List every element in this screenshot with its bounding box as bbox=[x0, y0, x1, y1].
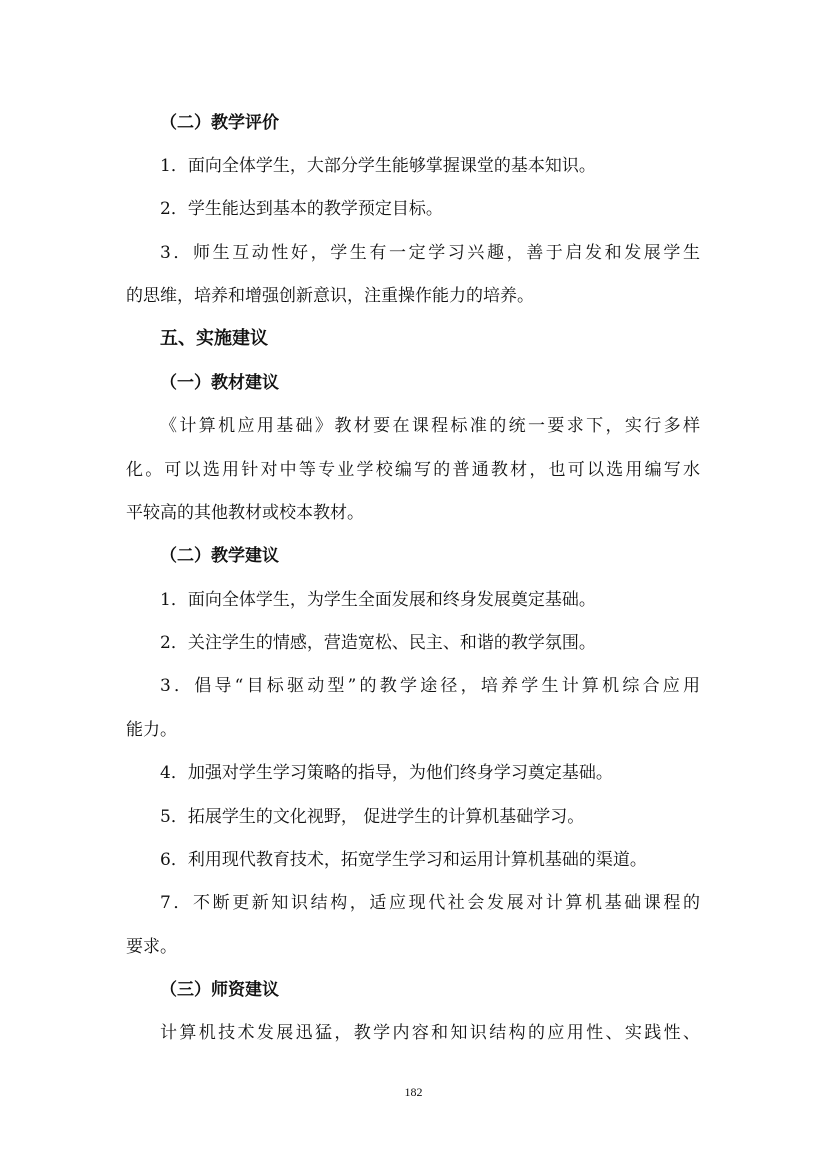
suggestion-item-7-continued: 要求。 bbox=[126, 937, 177, 957]
heading-textbook-suggestions: （一）教材建议 bbox=[160, 373, 279, 393]
heading-teaching-evaluation: （二）教学评价 bbox=[160, 113, 279, 133]
textbook-paragraph-line-1: 《计算机应用基础》教材要在课程标准的统一要求下，实行多样 bbox=[160, 416, 700, 436]
evaluation-item-2: 2．学生能达到基本的教学预定目标。 bbox=[160, 199, 443, 219]
textbook-paragraph-line-3: 平较高的其他教材或校本教材。 bbox=[126, 503, 364, 523]
evaluation-item-3: 3．师生互动性好，学生有一定学习兴趣，善于启发和发展学生 bbox=[160, 243, 700, 263]
suggestion-item-2: 2．关注学生的情感，营造宽松、民主、和谐的教学氛围。 bbox=[160, 633, 596, 653]
section-five-heading: 五、实施建议 bbox=[160, 328, 268, 349]
suggestion-item-3: 3．倡导“目标驱动型”的教学途径，培养学生计算机综合应用 bbox=[160, 676, 700, 696]
suggestion-item-1: 1．面向全体学生，为学生全面发展和终身发展奠定基础。 bbox=[160, 590, 596, 610]
suggestion-item-7: 7．不断更新知识结构，适应现代社会发展对计算机基础课程的 bbox=[160, 893, 700, 913]
evaluation-item-3-continued: 的思维，培养和增强创新意识，注重操作能力的培养。 bbox=[126, 286, 534, 306]
heading-teacher-suggestions: （三）师资建议 bbox=[160, 980, 279, 1000]
heading-teaching-suggestions: （二）教学建议 bbox=[160, 546, 279, 566]
suggestion-item-3-continued: 能力。 bbox=[126, 720, 177, 740]
suggestion-item-5: 5．拓展学生的文化视野， 促进学生的计算机基础学习。 bbox=[160, 807, 585, 827]
textbook-paragraph-line-2: 化。可以选用针对中等专业学校编写的普通教材，也可以选用编写水 bbox=[126, 460, 700, 480]
evaluation-item-1: 1．面向全体学生，大部分学生能够掌握课堂的基本知识。 bbox=[160, 156, 596, 176]
suggestion-item-4: 4．加强对学生学习策略的指导，为他们终身学习奠定基础。 bbox=[160, 763, 613, 783]
page-number: 182 bbox=[404, 1085, 423, 1099]
teachers-paragraph-line-1: 计算机技术发展迅猛，教学内容和知识结构的应用性、实践性、 bbox=[160, 1023, 700, 1043]
suggestion-item-6: 6．利用现代教育技术，拓宽学生学习和运用计算机基础的渠道。 bbox=[160, 850, 647, 870]
